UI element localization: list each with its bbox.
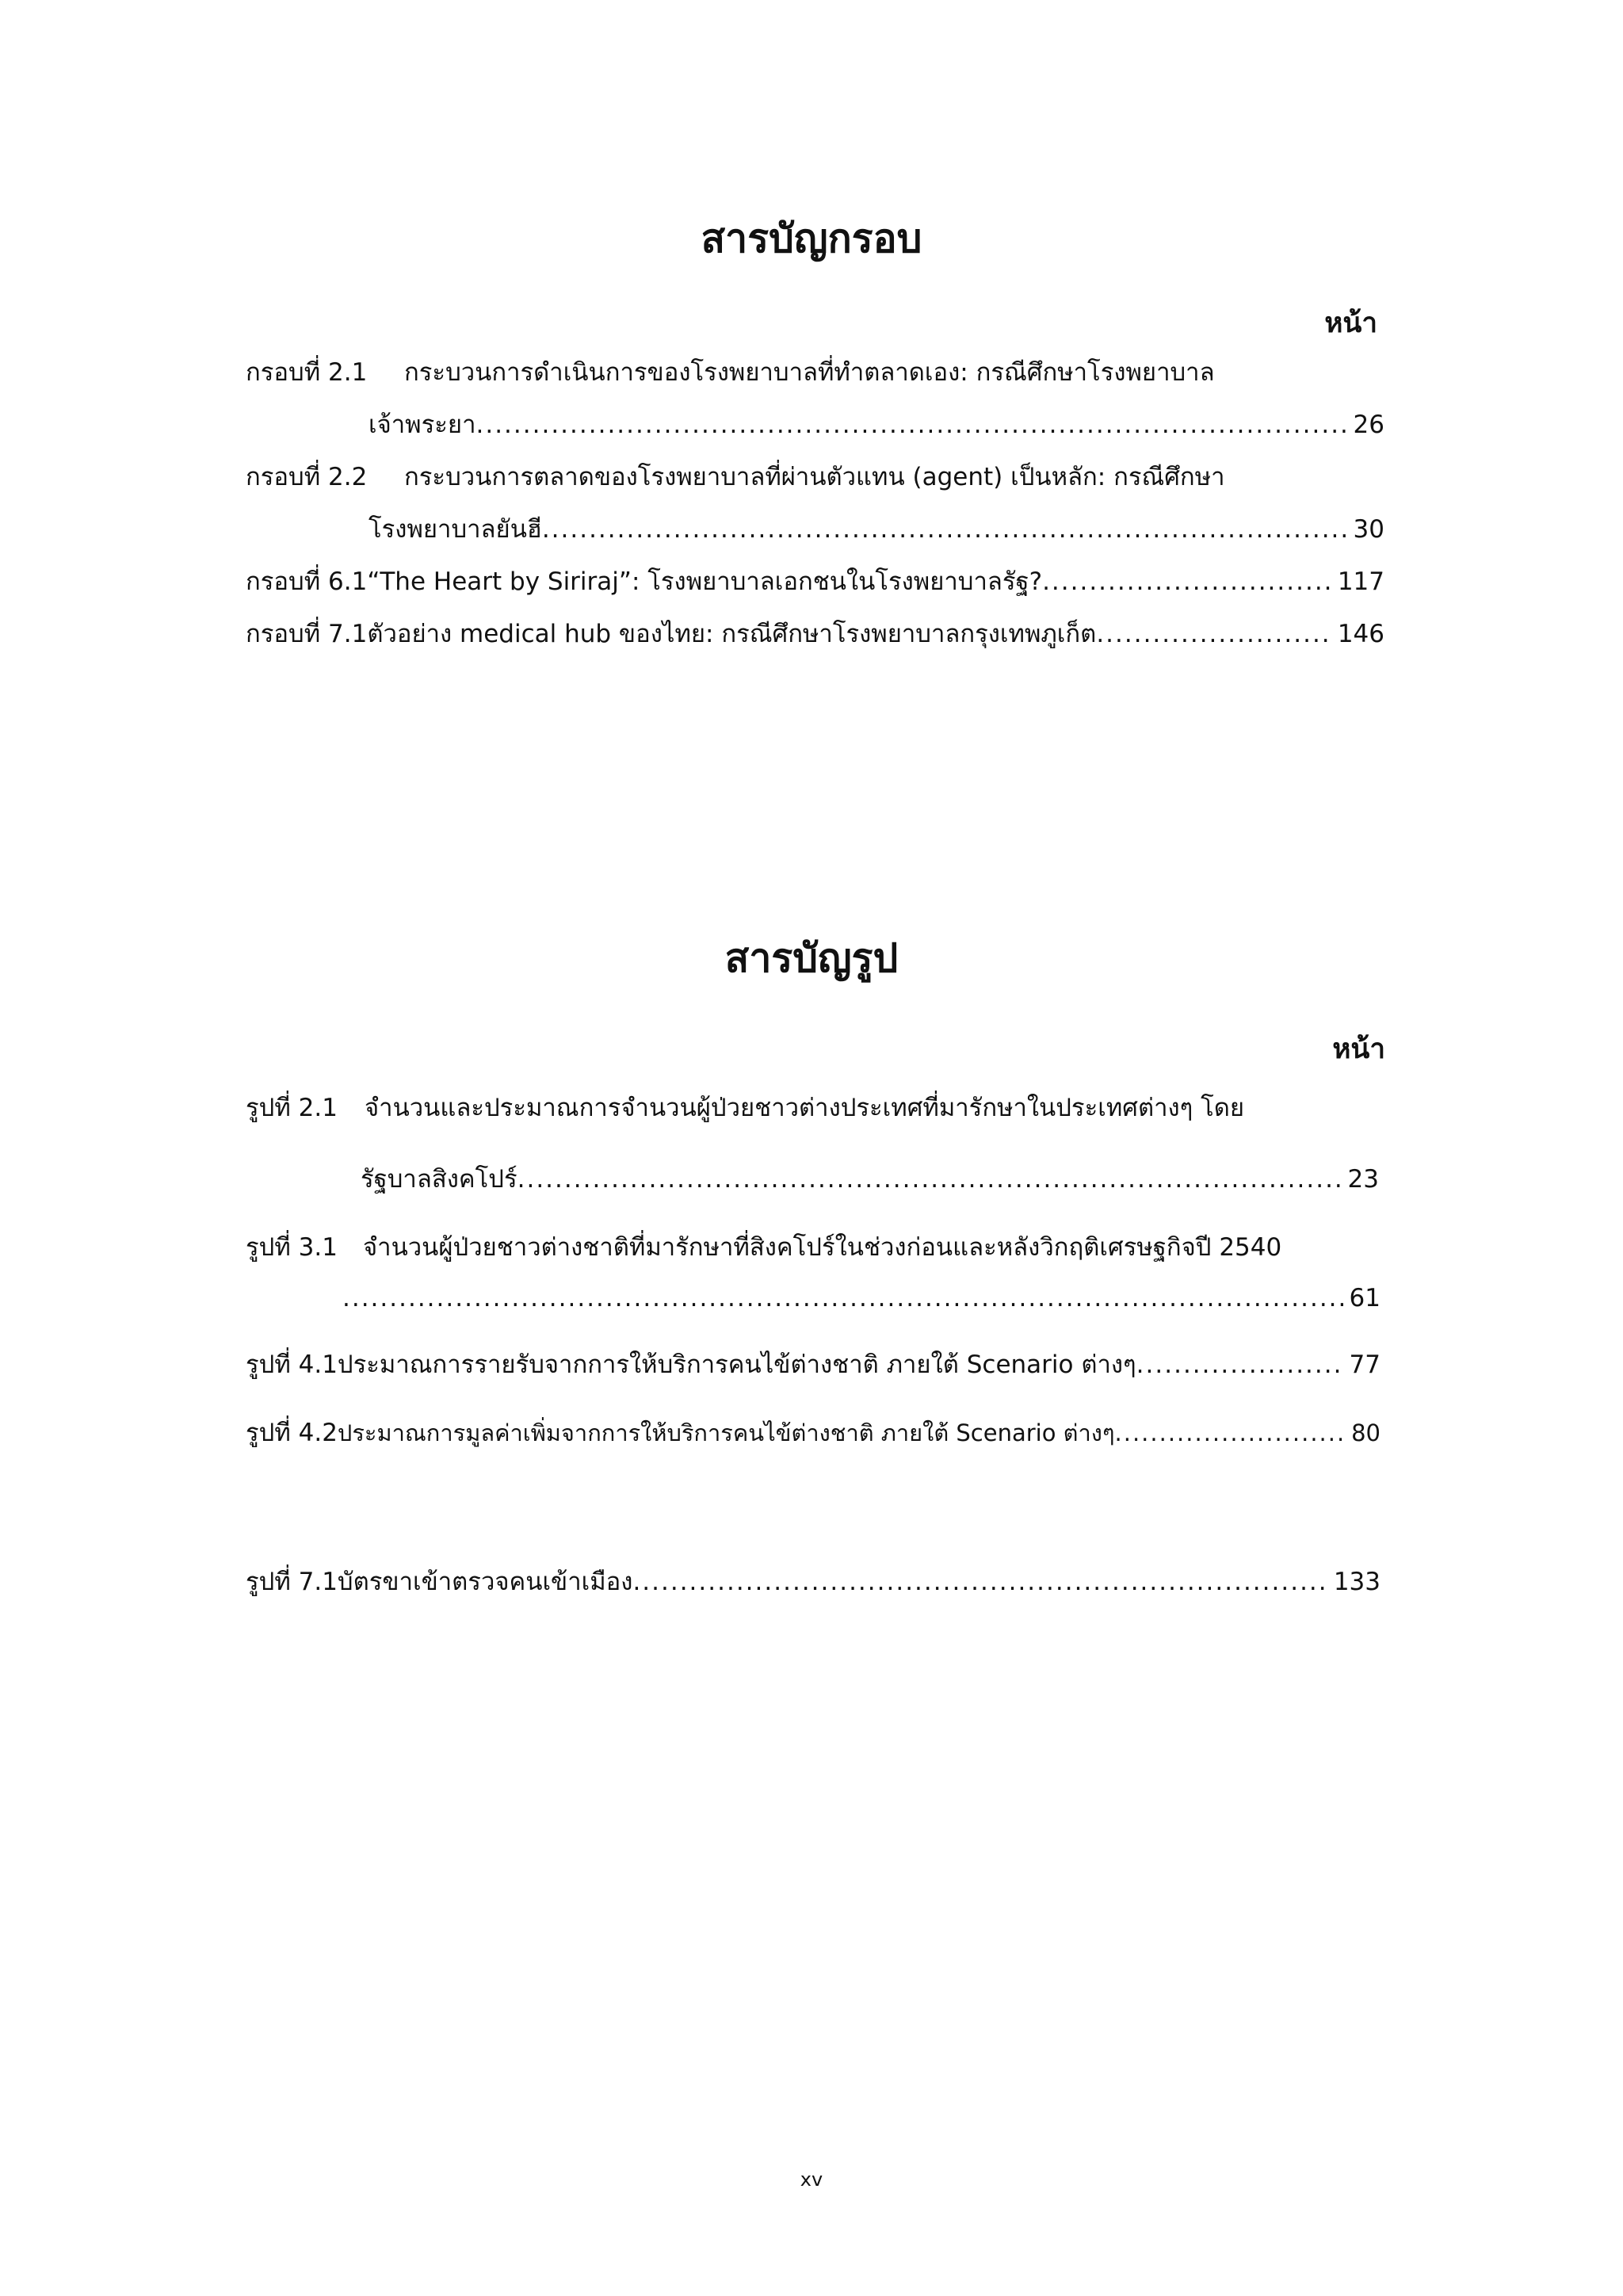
frame-label: กรอบที่ 2.1 <box>246 358 368 387</box>
frame-title-cont: โรงพยาบาลยันฮี <box>369 515 542 544</box>
figure-label: รูปที่ 7.1 <box>246 1568 338 1596</box>
figure-entry-3-1-line2[interactable] <box>342 1284 1381 1313</box>
frame-page-number: 146 <box>1337 620 1384 648</box>
figure-page-number: 77 <box>1349 1350 1381 1379</box>
figure-title-cont: รัฐบาลสิงคโปร์ <box>361 1165 517 1194</box>
figure-label: รูปที่ 4.2 <box>246 1419 338 1447</box>
frame-entry-2-1-line1[interactable] <box>246 358 1387 388</box>
frame-entry-6-1[interactable] <box>246 567 1384 597</box>
frame-page-number: 117 <box>1337 567 1384 596</box>
figure-title: จำนวนผู้ป่วยชาวต่างชาติที่มารักษาที่สิงคโปร์ในช่วงก่อนและหลังวิกฤติเศรษฐกิจปี 2540 <box>363 1233 1282 1262</box>
figure-title: ประมาณการมูลค่าเพิ่มจากการให้บริการคนไข้ต่างชาติ ภายใต้ Scenario ต่างๆ <box>337 1419 1115 1446</box>
figure-entry-3-1-line1[interactable] <box>246 1233 1387 1263</box>
leader-dots <box>1136 1350 1345 1380</box>
frame-title: กระบวนการตลาดของโรงพยาบาลที่ผ่านตัวแทน (agent) เป็นหลัก: กรณีศึกษา <box>404 463 1225 491</box>
frame-entry-7-1[interactable] <box>246 620 1384 649</box>
figure-label: รูปที่ 2.1 <box>246 1094 338 1122</box>
leader-dots <box>1115 1419 1347 1447</box>
leader-dots <box>475 411 1348 440</box>
frame-title: ตัวอย่าง medical hub ของไทย: กรณีศึกษาโรงพยาบาลกรุงเทพภูเก็ต <box>367 620 1097 648</box>
leader-dots <box>542 515 1349 544</box>
figure-entry-7-1[interactable] <box>246 1568 1381 1597</box>
frame-page-number: 26 <box>1353 411 1384 439</box>
page-number-footer: xv <box>800 2168 823 2191</box>
frame-title: กระบวนการดำเนินการของโรงพยาบาลที่ทำตลาดเอง: กรณีศึกษาโรงพยาบาล <box>404 358 1215 387</box>
figure-page-number: 61 <box>1349 1284 1381 1312</box>
frames-page-header: หน้า <box>1324 307 1377 339</box>
figure-page-number: 23 <box>1347 1165 1379 1194</box>
frames-title: สารบัญกรอบ <box>701 215 922 262</box>
figure-entry-2-1-line1[interactable] <box>246 1094 1387 1123</box>
figures-page-header: หน้า <box>1332 1033 1385 1065</box>
figure-label: รูปที่ 4.1 <box>246 1350 338 1379</box>
leader-dots <box>342 1284 1345 1313</box>
frame-entry-2-1-line2[interactable] <box>369 411 1384 440</box>
frame-label: กรอบที่ 2.2 <box>246 463 368 491</box>
frame-label: กรอบที่ 6.1 <box>246 567 368 596</box>
figures-title: สารบัญรูป <box>724 934 899 981</box>
figure-entry-4-2[interactable] <box>246 1419 1381 1448</box>
frame-title: “The Heart by Siriraj”: โรงพยาบาลเอกชนในโรงพยาบาลรัฐ? <box>367 567 1043 596</box>
frame-entry-2-2-line2[interactable] <box>369 515 1384 544</box>
frame-entry-2-2-line1[interactable] <box>246 463 1387 492</box>
frame-title-cont: เจ้าพระยา <box>369 411 476 439</box>
frame-page-number: 30 <box>1353 515 1384 544</box>
figure-entry-2-1-line2[interactable] <box>361 1165 1379 1194</box>
frame-label: กรอบที่ 7.1 <box>246 620 368 648</box>
figure-title: บัตรขาเข้าตรวจคนเข้าเมือง <box>337 1568 633 1596</box>
leader-dots <box>1042 567 1333 597</box>
leader-dots <box>517 1165 1343 1194</box>
figure-page-number: 133 <box>1333 1568 1381 1596</box>
figure-entry-4-1[interactable] <box>246 1350 1381 1380</box>
figure-label: รูปที่ 3.1 <box>246 1233 338 1262</box>
figure-title: ประมาณการรายรับจากการให้บริการคนไข้ต่างชาติ ภายใต้ Scenario ต่างๆ <box>337 1350 1136 1379</box>
figure-page-number: 80 <box>1351 1419 1381 1446</box>
leader-dots <box>1096 620 1333 649</box>
figure-title: จำนวนและประมาณการจำนวนผู้ป่วยชาวต่างประเทศที่มารักษาในประเทศต่างๆ โดย <box>365 1094 1245 1122</box>
leader-dots <box>632 1568 1328 1597</box>
